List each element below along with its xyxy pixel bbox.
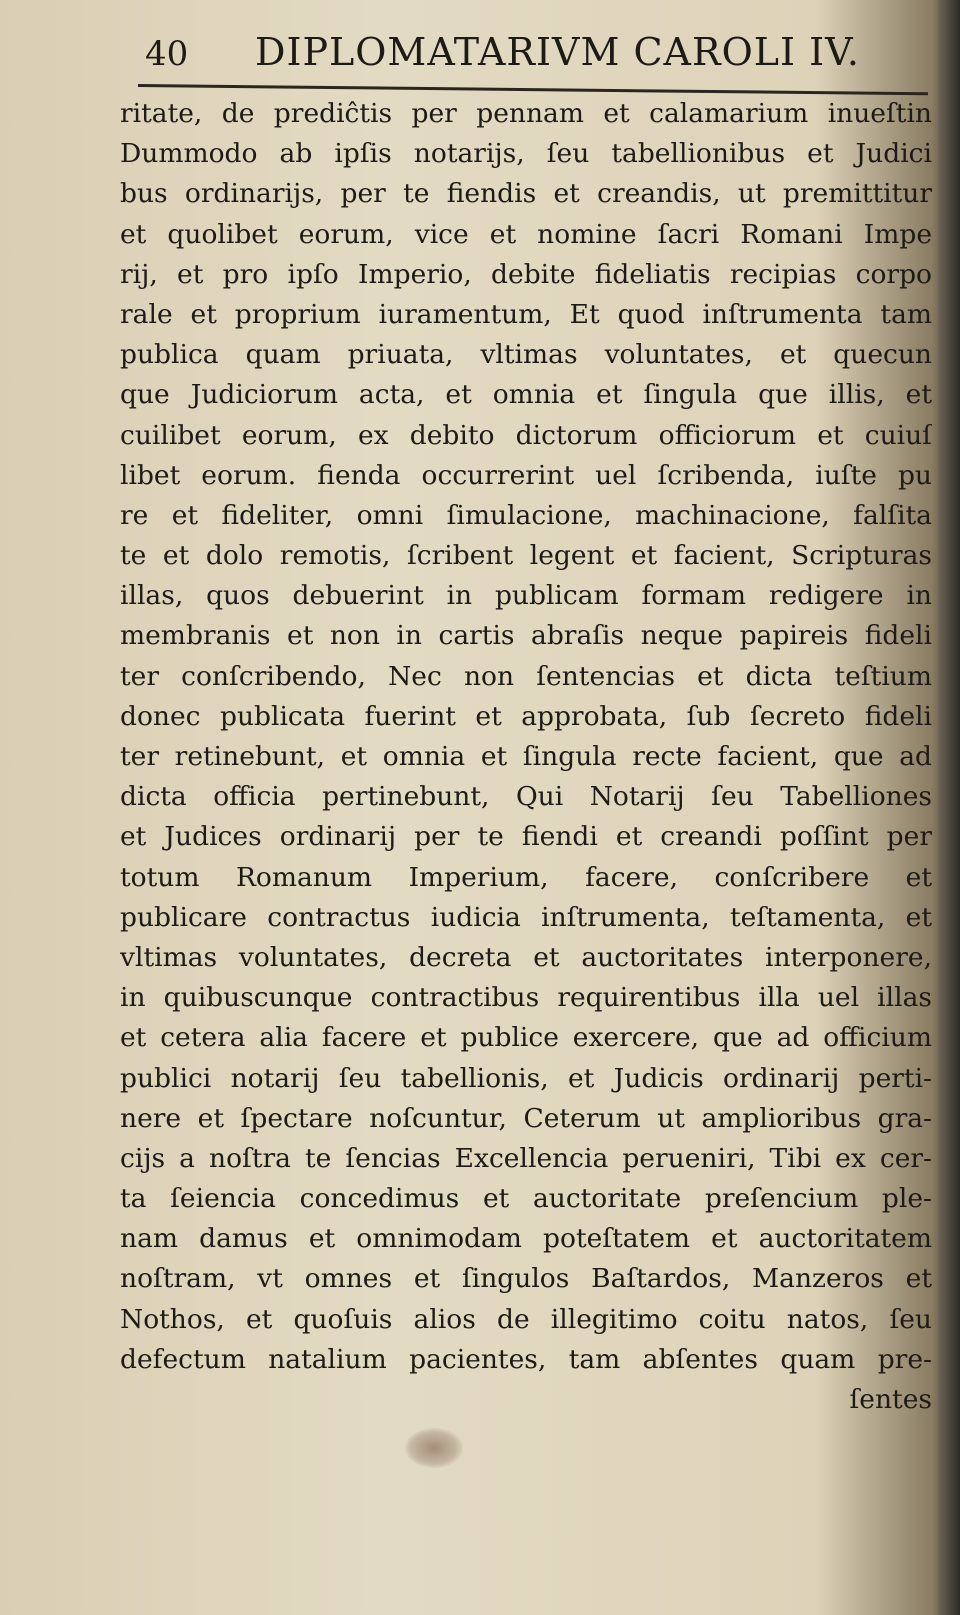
text-line: rij, et pro ipſo Imperio, debite fideliatis recipias corpo [120, 258, 932, 290]
body-text [120, 94, 932, 1420]
text-line: nam damus et omnimodam poteſtatem et auctoritatem [120, 1223, 932, 1255]
text-line: noſtram, vt omnes et ſingulos Baſtardos, Manzeros et [120, 1263, 932, 1295]
text-line: que Judiciorum acta, et omnia et ſingula que illis, et [120, 379, 932, 411]
text-line: re et fideliter, omni ſimulacione, machinacione, falſita [120, 499, 932, 531]
text-line: dicta officia pertinebunt, Qui Notarij ſeu Tabelliones [120, 781, 932, 813]
text-line: vltimas voluntates, decreta et auctoritates interponere, [120, 941, 932, 973]
text-line: et cetera alia facere et publice exercere, que ad officium [120, 1022, 932, 1054]
text-line: ritate, de prediĉtis per pennam et calamarium inueſtin [120, 98, 932, 129]
text-line: Nothos, et quoſuis alios de illegitimo coitu natos, ſeu [120, 1303, 932, 1335]
text-line: te et dolo remotis, ſcribent legent et facient, Scripturas [120, 540, 932, 572]
book-spine-shadow [938, 0, 960, 1615]
text-line: donec publicata fuerint et approbata, ſub ſecreto fideli [120, 700, 932, 732]
text-line: publica quam priuata, vltimas voluntates, et quecun [120, 339, 932, 371]
text-line: bus ordinarijs, per te fiendis et creandis, ut premittitur [120, 178, 932, 210]
text-line: ter retinebunt, et omnia et ſingula recte facient, que ad [120, 741, 932, 772]
text-line: cijs a noſtra te ſencias Excellencia perueniri, Tibi ex cer- [120, 1142, 932, 1174]
text-line: cuilibet eorum, ex debito dictorum officiorum et cuiuſ [120, 419, 932, 451]
text-line: ſentes [849, 1384, 932, 1415]
paper-stain [405, 1428, 463, 1468]
text-line: et Judices ordinarij per te fiendi et creandi poſſint per [120, 821, 932, 853]
page-header [145, 30, 925, 80]
text-line: publicare contractus iudicia inſtrumenta, teſtamenta, et [120, 901, 932, 933]
text-line: nere et ſpectare noſcuntur, Ceterum ut amplioribus gra- [120, 1102, 932, 1134]
running-head: DIPLOMATARIVM CAROLI IV. [255, 30, 860, 74]
text-line: totum Romanum Imperium, facere, conſcribere et [120, 861, 932, 893]
page-number: 40 [145, 34, 189, 74]
text-line: rale et proprium iuramentum, Et quod inſtrumenta tam [120, 298, 932, 330]
text-line: et quolibet eorum, vice et nomine ſacri Romani Impe [120, 218, 932, 250]
text-line: illas, quos debuerint in publicam formam redigere in [120, 580, 932, 612]
text-line: libet eorum. fienda occurrerint uel ſcribenda, iuſte pu [120, 459, 932, 491]
text-line: in quibuscunque contractibus requirentibus illa uel illas [120, 982, 932, 1014]
text-line: ter conſcribendo, Nec non ſentencias et dicta teſtium [120, 660, 932, 692]
text-line: Dummodo ab ipſis notarijs, ſeu tabellionibus et Judici [120, 138, 932, 170]
text-line: publici notarij ſeu tabellionis, et Judicis ordinarij perti- [120, 1062, 932, 1094]
text-line: defectum natalium pacientes, tam abſentes quam pre- [120, 1343, 932, 1375]
text-line: membranis et non in cartis abraſis neque papireis fideli [120, 620, 932, 652]
text-line: ta ſeiencia concedimus et auctoritate preſencium ple- [120, 1183, 932, 1215]
